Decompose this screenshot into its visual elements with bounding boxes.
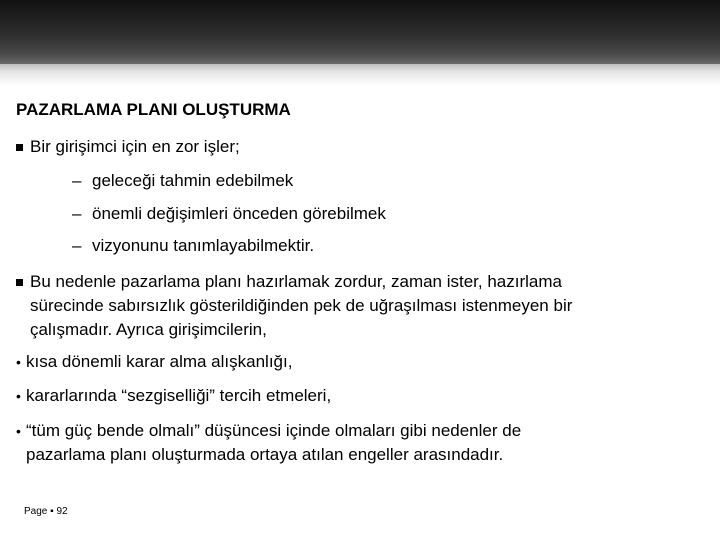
point-3-line-2: pazarlama planı oluşturmada ortaya atılan engeller arasındadır. <box>26 445 504 464</box>
subitem-1-text: geleceği tahmin edebilmek <box>92 171 294 190</box>
bullet-2-line-3: çalışmadır. Ayrıca girişimcilerin, <box>30 320 267 339</box>
dash-bullet-icon: – <box>72 236 82 255</box>
subitem-2 <box>72 203 386 225</box>
point-1-text: kısa dönemli karar alma alışkanlığı, <box>26 352 293 371</box>
dash-bullet-icon: – <box>72 171 82 190</box>
dot-bullet-icon: • <box>16 423 21 439</box>
subitem-2-text: önemli değişimleri önceden görebilmek <box>92 204 386 223</box>
point-2-text: kararlarında “sezgiselliği” tercih etmeleri, <box>26 386 332 405</box>
square-bullet-icon <box>16 144 23 151</box>
point-3 <box>16 420 521 442</box>
subitem-1 <box>72 170 293 192</box>
point-1 <box>16 351 292 373</box>
point-2 <box>16 385 331 407</box>
header-bar <box>0 0 720 64</box>
subitem-3-text: vizyonunu tanımlayabilmektir. <box>92 236 315 255</box>
dot-bullet-icon: • <box>16 354 21 370</box>
bullet-1-text: Bir girişimci için en zor işler; <box>30 137 240 156</box>
dash-bullet-icon: – <box>72 204 82 223</box>
square-bullet-icon <box>16 279 23 286</box>
bullet-1 <box>16 136 240 158</box>
bullet-2 <box>16 271 562 293</box>
bullet-2-line-2: sürecinde sabırsızlık gösterildiğinden pek de uğraşılması istenmeyen bir <box>30 296 573 315</box>
header-shadow <box>0 64 720 86</box>
subitem-3 <box>72 235 314 257</box>
slide-title: PAZARLAMA PLANI OLUŞTURMA <box>16 100 291 119</box>
point-3-line-1: “tüm güç bende olmalı” düşüncesi içinde olmaları gibi nedenler de <box>26 421 522 440</box>
page-number: Page ▪ 92 <box>24 506 68 517</box>
bullet-2-line-1: Bu nedenle pazarlama planı hazırlamak zordur, zaman ister, hazırlama <box>30 272 562 291</box>
dot-bullet-icon: • <box>16 388 21 404</box>
